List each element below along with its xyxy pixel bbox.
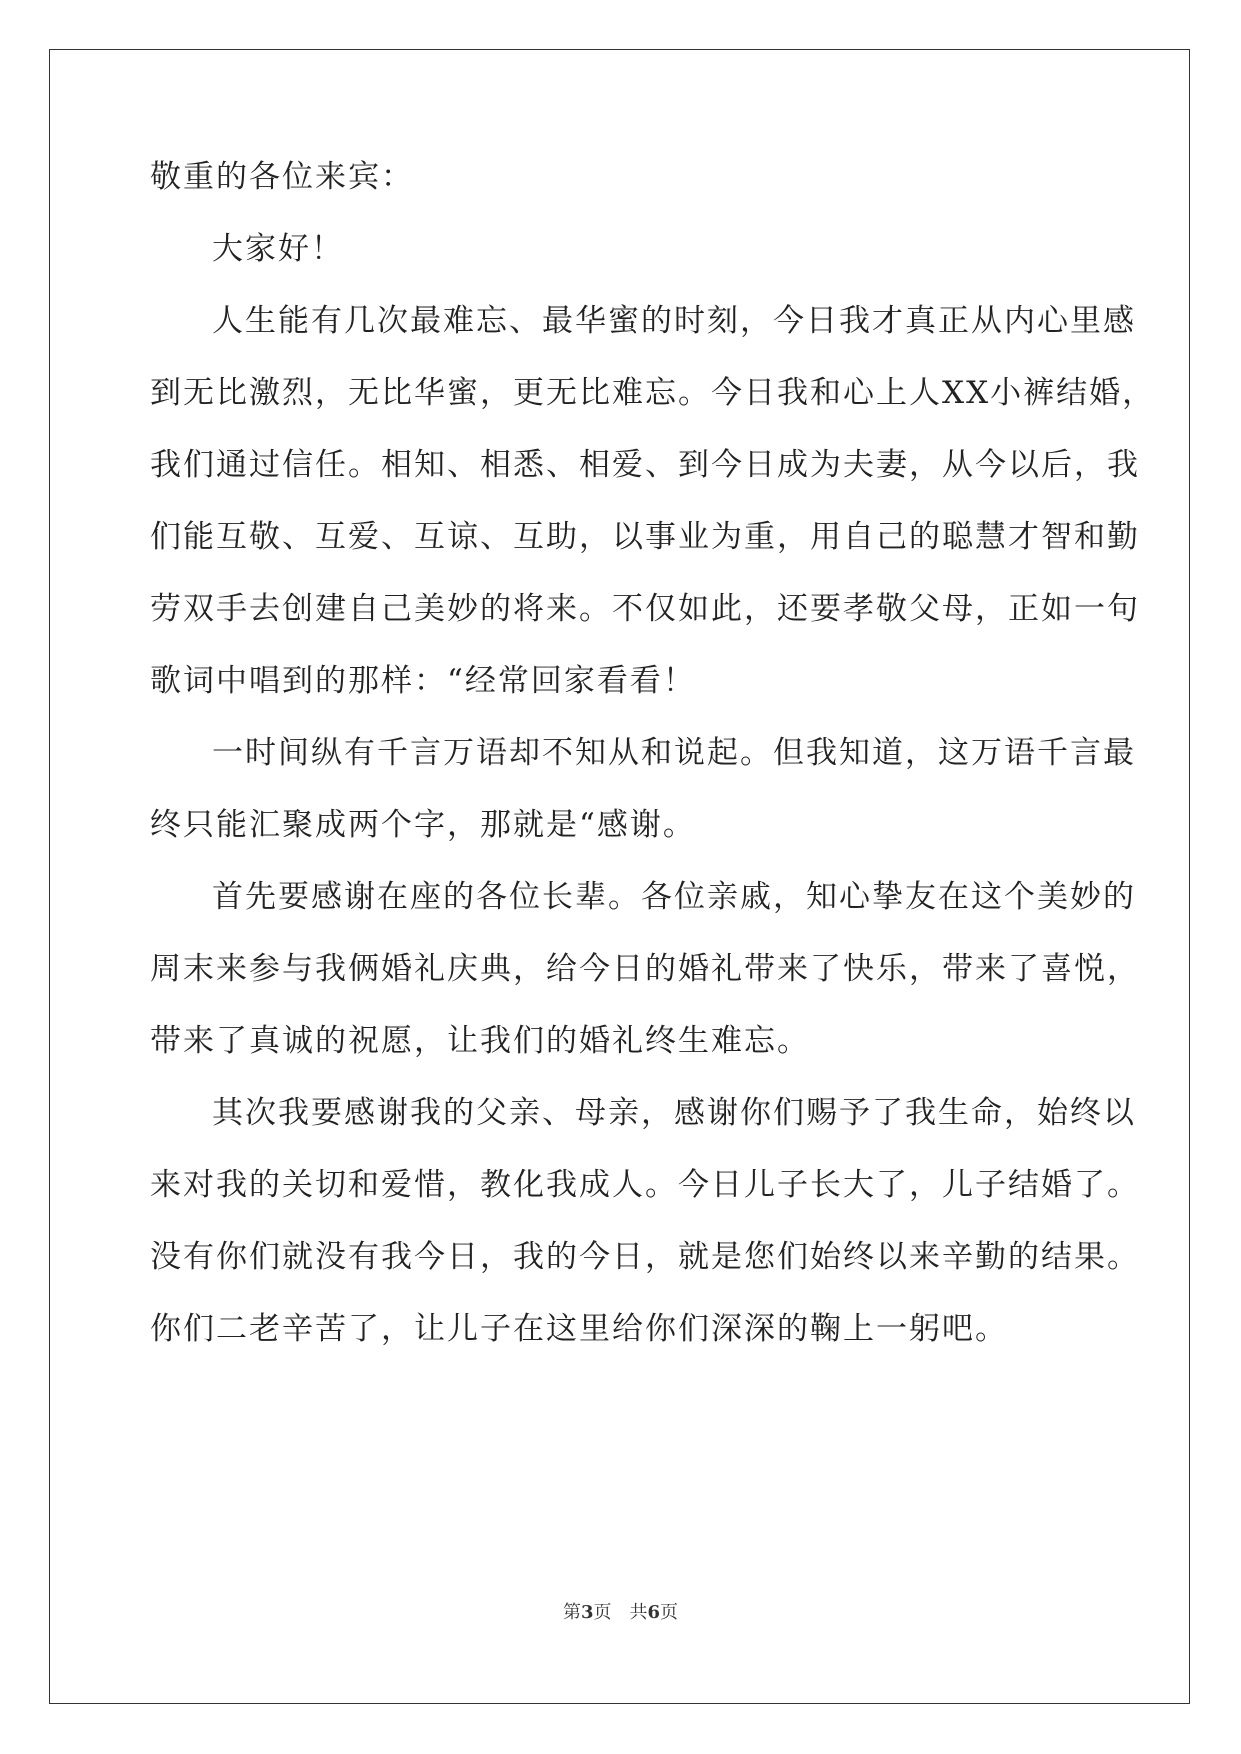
greeting-line: 大家好！ [212,231,344,267]
body-text-line: 人生能有几次最难忘、最华蜜的时刻，今日我才真正从内心里感 [212,303,1136,339]
body-text-line: 歌词中唱到的那样：“经常回家看看！ [150,663,696,699]
current-page-number: 3 [580,1602,594,1623]
body-text-line: 你们二老辛苦了，让儿子在这里给你们深深的鞠上一躬吧。 [150,1311,1008,1347]
body-text-line: 没有你们就没有我今日，我的今日，就是您们始终以来辛勤的结果。 [150,1239,1140,1275]
body-text-line: 首先要感谢在座的各位长辈。各位亲戚，知心挚友在这个美妙的 [212,879,1136,915]
body-text-line: 终只能汇聚成两个字，那就是“感谢。 [150,807,696,843]
body-text-line: 到无比激烈，无比华蜜，更无比难忘。今日我和心上人XX小裤结婚， [150,375,1156,411]
body-text-line: 其次我要感谢我的父亲、母亲，感谢你们赐予了我生命，始终以 [212,1095,1136,1131]
footer-middle: 页 共 [593,1602,648,1623]
page-footer [0,1601,1241,1625]
body-text-line: 们能互敬、互爱、互谅、互助，以事业为重，用自己的聪慧才智和勤 [150,519,1140,555]
body-text-line: 我们通过信任。相知、相悉、相爱、到今日成为夫妻，从今以后，我 [150,447,1140,483]
body-text-line: 一时间纵有千言万语却不知从和说起。但我知道，这万语千言最 [212,735,1136,771]
salutation-line: 敬重的各位来宾： [150,159,414,195]
body-text-line: 劳双手去创建自己美妙的将来。不仅如此，还要孝敬父母，正如一句 [150,591,1140,627]
body-text-line: 带来了真诚的祝愿，让我们的婚礼终生难忘。 [150,1023,810,1059]
total-pages-number: 6 [647,1602,661,1623]
body-text-line: 周末来参与我俩婚礼庆典，给今日的婚礼带来了快乐，带来了喜悦， [150,951,1140,987]
body-text-line: 来对我的关切和爱惜，教化我成人。今日儿子长大了，儿子结婚了。 [150,1167,1140,1203]
footer-prefix: 第 [562,1602,581,1623]
footer-suffix: 页 [660,1602,679,1623]
